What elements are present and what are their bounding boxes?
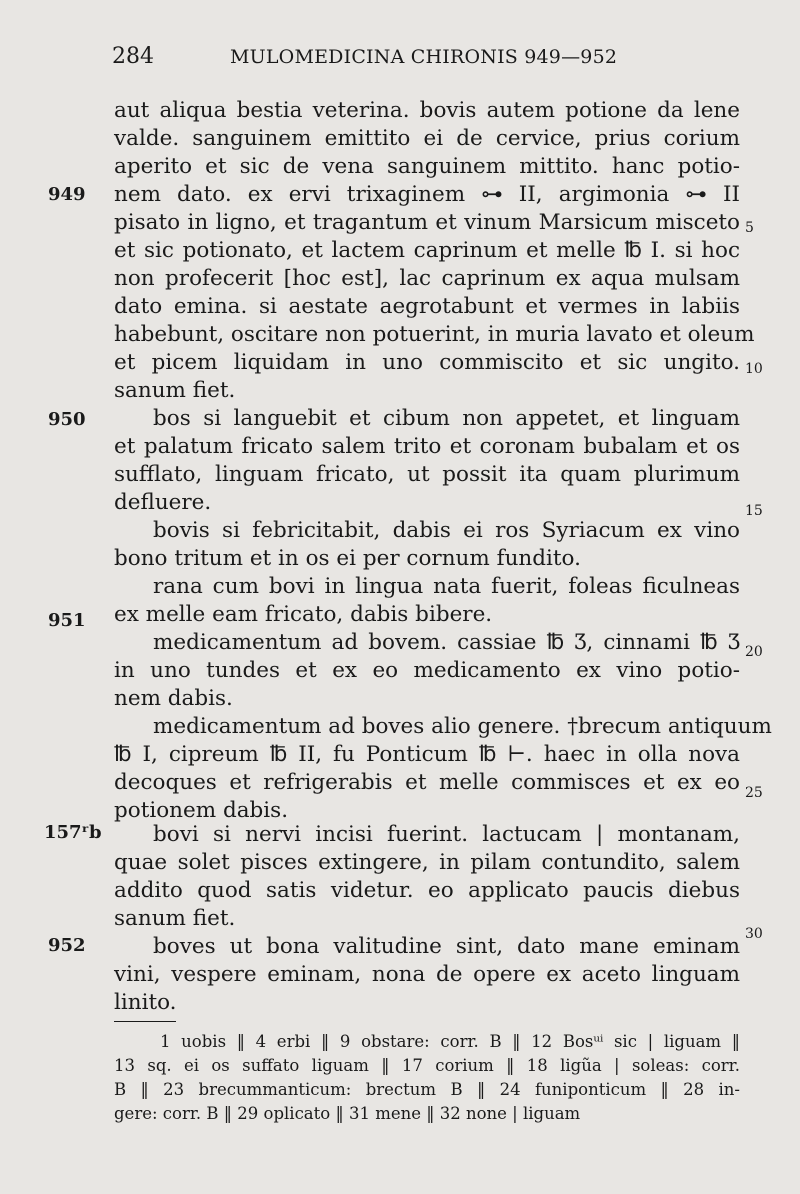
footnote-line: 13 sq. ei os suffato liguam ‖ 17 corium ‖ 18 ligũa | soleas: corr. [114,1056,740,1075]
text-line: potionem dabis. [114,798,289,823]
text-line: vini, vespere eminam, nona de opere ex aceto linguam [114,962,740,987]
text-line: defluere. [114,490,212,515]
section-marker-951: 951 [48,610,86,631]
line-number: 5 [745,220,754,236]
text-line: linito. [114,990,177,1015]
text-line: nem dabis. [114,686,233,711]
text-line: decoques et refrigerabis et melle commisces et ex eo [114,770,740,795]
text-line: medicamentum ad bovem. cassiae ℔ Ʒ, cinnami ℔ Ʒ [153,630,740,655]
text-line: et picem liquidam in uno commiscito et sic ungito. [114,350,740,375]
text-line: bono tritum et in os ei per cornum fundito. [114,546,581,571]
page-header [112,44,742,80]
line-number: 30 [745,926,763,942]
text-line: valde. sanguinem emittito ei de cervice, prius corium [114,126,740,151]
line-number: 25 [745,785,763,801]
text-line: nem dato. ex ervi trixaginem ⊶ II, argimonia ⊶ II [114,182,740,207]
page-number: 284 [112,44,154,69]
text-line: quae solet pisces extingere, in pilam contundito, salem [114,850,740,875]
section-marker-952: 952 [48,935,86,956]
text-line: non profecerit [hoc est], lac caprinum ex aqua mulsam [114,266,740,291]
text-line: sanum fiet. [114,378,236,403]
footnote-line: B ‖ 23 brecummanticum: brectum B ‖ 24 funiponticum ‖ 28 in- [114,1080,740,1099]
section-marker-157rb: 157ʳb [44,822,102,843]
text-line: habebunt, oscitare non potuerint, in muria lavato et oleum [114,322,755,347]
running-title: MULOMEDICINA CHIRONIS 949—952 [230,46,618,68]
text-line: pisato in ligno, et tragantum et vinum Marsicum misceto [114,210,740,235]
line-number: 10 [745,361,763,377]
footnote-line: 1 uobis ‖ 4 erbi ‖ 9 obstare: corr. B ‖ 12 Bosᵘⁱ sic | liguam ‖ [160,1032,740,1051]
text-line: aut aliqua bestia veterina. bovis autem potione da lene [114,98,740,123]
text-line: sanum fiet. [114,906,236,931]
text-line: addito quod satis videtur. eo applicato paucis diebus [114,878,740,903]
text-line: boves ut bona valitudine sint, dato mane eminam [153,934,740,959]
text-line: bovis si febricitabit, dabis ei ros Syriacum ex vino [153,518,740,543]
section-marker-949: 949 [48,184,86,205]
text-line: in uno tundes et ex eo medicamento ex vino potio- [114,658,740,683]
text-line: ℔ I, cipreum ℔ II, fu Ponticum ℔ ⊢. haec in olla nova [114,742,740,767]
line-number: 20 [745,644,763,660]
line-number: 15 [745,503,763,519]
text-line: rana cum bovi in lingua nata fuerit, foleas ficulneas [153,574,740,599]
text-line: et palatum fricato salem trito et coronam bubalam et os [114,434,740,459]
footnote-line: gere: corr. B ‖ 29 oplicato ‖ 31 mene ‖ 32 none | liguam [114,1104,581,1123]
text-line: et sic potionato, et lactem caprinum et melle ℔ I. si hoc [114,238,740,263]
footnote-rule [114,1021,176,1022]
text-line: bos si languebit et cibum non appetet, et linguam [153,406,740,431]
text-line: sufflato, linguam fricato, ut possit ita quam plurimum [114,462,740,487]
text-line: aperito et sic de vena sanguinem mittito. hanc potio- [114,154,740,179]
text-line: medicamentum ad boves alio genere. †brecum antiquum [153,714,772,739]
text-line: ex melle eam fricato, dabis bibere. [114,602,493,627]
text-line: dato emina. si aestate aegrotabunt et vermes in labiis [114,294,740,319]
section-marker-950: 950 [48,409,86,430]
text-line: bovi si nervi incisi fuerint. lactucam | montanam, [153,822,740,847]
